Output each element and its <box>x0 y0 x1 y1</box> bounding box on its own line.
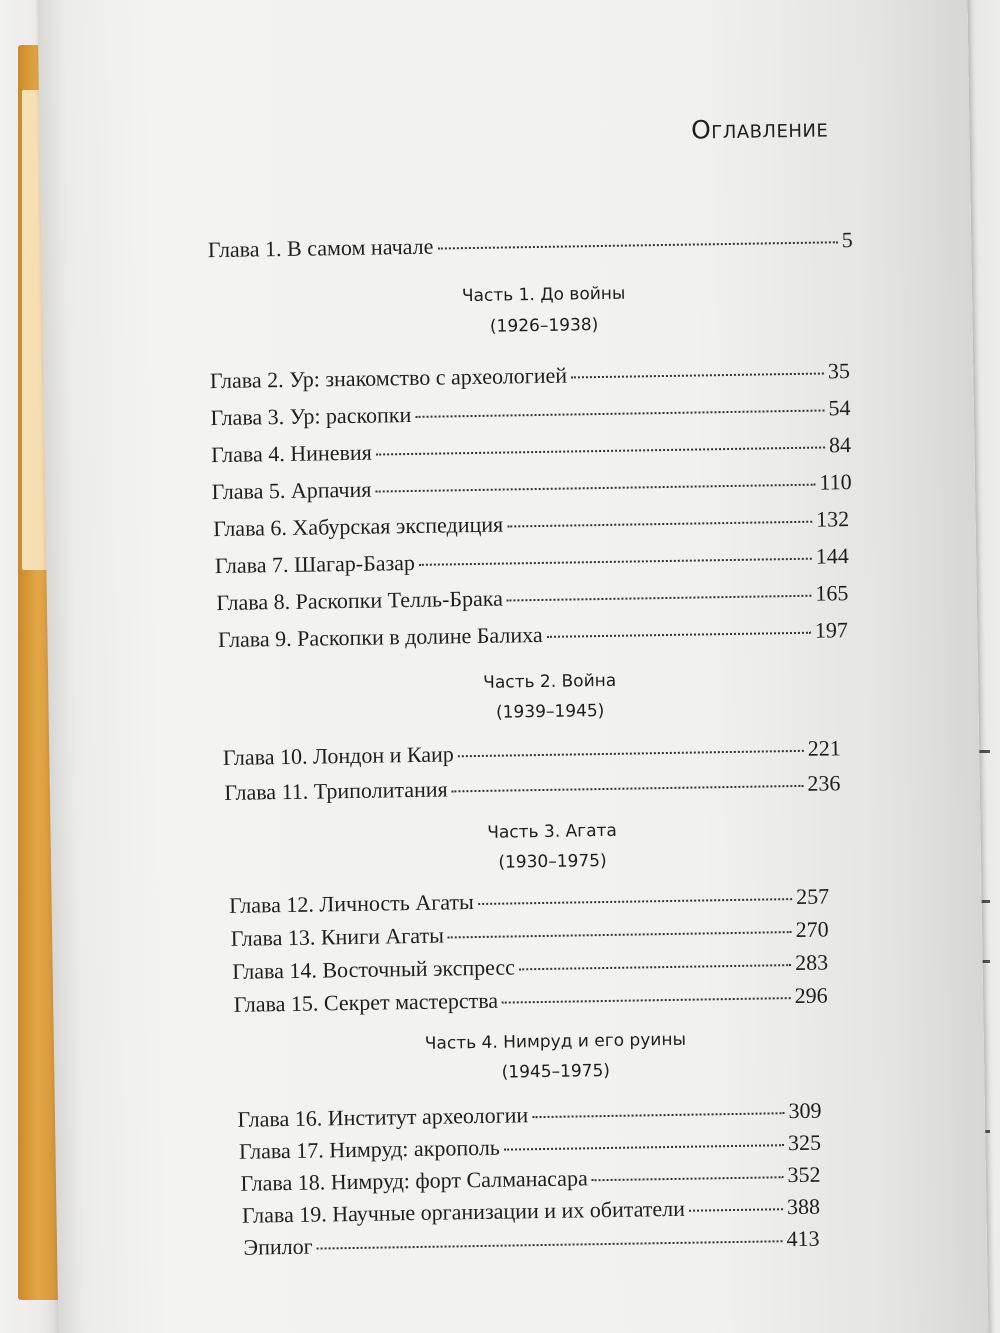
part-1-years: (1926–1938) <box>489 315 599 337</box>
toc-entry-chapter-8 <box>216 580 848 616</box>
entry-label: Глава 17. Нимруд: акрополь <box>238 1134 501 1164</box>
entry-page: 197 <box>814 617 849 643</box>
entry-label: Глава 4. Ниневия <box>210 439 372 468</box>
toc-entry-chapter-9 <box>218 617 848 653</box>
part-2-title: Часть 2. Война <box>483 670 617 693</box>
toc-entry-chapter-13 <box>231 916 829 951</box>
dot-leader <box>532 1112 784 1118</box>
entry-page: 388 <box>786 1193 821 1220</box>
toc-title: Оглавление <box>690 113 829 145</box>
entry-label: Глава 14. Восточный экспресс <box>232 954 516 984</box>
dot-leader <box>448 931 792 938</box>
toc-entry-chapter-16 <box>237 1098 821 1133</box>
entry-label: Глава 11. Триполитания <box>224 776 448 805</box>
part-3-title: Часть 3. Агата <box>487 820 618 843</box>
dot-leader <box>317 1240 783 1249</box>
entry-label: Глава 6. Хабурская экспедиция <box>213 511 504 542</box>
entry-label: Глава 9. Раскопки в долине Балиха <box>217 621 543 653</box>
entry-page: 144 <box>815 543 849 569</box>
toc-entry-chapter-10 <box>223 735 841 771</box>
entry-page: 352 <box>787 1161 821 1188</box>
dot-leader <box>419 558 812 566</box>
entry-label: Глава 7. Шагар-Базар <box>214 549 416 579</box>
toc-entry-chapter-7 <box>215 543 849 579</box>
entry-label: Глава 16. Институт археологии <box>237 1102 529 1132</box>
toc-entry-chapter-17 <box>239 1130 821 1165</box>
entry-label: Глава 3. Ур: раскопки <box>210 401 412 431</box>
toc-entry-chapter-6 <box>213 506 849 542</box>
entry-label: Глава 18. Нимруд: форт Салманасара <box>240 1165 588 1196</box>
entry-page: 413 <box>786 1225 820 1252</box>
toc-entry-chapter-14 <box>232 950 828 985</box>
dot-leader <box>519 964 791 970</box>
entry-page: 35 <box>827 358 851 384</box>
entry-page: 309 <box>788 1097 822 1124</box>
entry-page: 84 <box>828 432 852 458</box>
entry-page: 283 <box>794 949 829 976</box>
entry-label: Глава 2. Ур: знакомство с археологией <box>209 362 568 394</box>
dot-leader <box>375 484 815 493</box>
toc-entry-chapter-15 <box>234 983 828 1018</box>
dot-leader <box>507 595 812 602</box>
toc-entry-chapter-1 <box>208 227 853 263</box>
dot-leader <box>547 632 811 638</box>
entry-label: Глава 8. Раскопки Телль-Брака <box>216 585 504 616</box>
entry-label: Эпилог <box>243 1233 313 1260</box>
entry-page: 296 <box>794 982 828 1009</box>
entry-page: 257 <box>795 883 830 909</box>
entry-page: 132 <box>815 506 850 532</box>
toc-entry-chapter-11 <box>224 770 840 806</box>
entry-label: Глава 10. Лондон и Каир <box>222 741 455 770</box>
entry-page: 221 <box>807 735 841 761</box>
toc-entry-epilogue <box>243 1226 819 1261</box>
dot-leader <box>458 750 804 757</box>
toc-entry-chapter-2 <box>210 358 850 394</box>
toc-entry-chapter-19 <box>242 1194 820 1229</box>
entry-page: 270 <box>795 916 829 943</box>
dot-leader <box>478 898 792 905</box>
entry-label: Глава 12. Личность Агаты <box>228 889 475 918</box>
toc-entry-chapter-3 <box>210 395 850 431</box>
entry-page: 165 <box>815 580 849 606</box>
entry-label: Глава 13. Книги Агаты <box>230 922 445 951</box>
dot-leader <box>571 373 824 379</box>
entry-label: Глава 19. Научные организации и их обитатели <box>241 1195 686 1228</box>
toc-entry-chapter-5 <box>211 469 851 505</box>
dot-leader <box>689 1208 783 1211</box>
toc-entry-chapter-4 <box>211 432 851 468</box>
dot-leader <box>452 785 804 793</box>
dot-leader <box>415 409 824 417</box>
entry-page: 110 <box>819 469 852 495</box>
entry-page: 54 <box>828 395 851 421</box>
part-2-years: (1939–1945) <box>495 700 605 723</box>
dot-leader <box>502 997 791 1004</box>
entry-page: 236 <box>807 770 841 796</box>
part-4-title: Часть 4. Нимруд и его руины <box>424 1029 687 1054</box>
entry-label: Глава 1. В самом начале <box>207 233 434 263</box>
part-4-years: (1945–1975) <box>501 1060 611 1083</box>
entry-label: Глава 5. Арпачия <box>211 476 372 505</box>
entry-page: 5 <box>841 227 854 253</box>
dot-leader <box>504 1144 784 1150</box>
entry-label: Глава 15. Секрет мастерства <box>233 987 499 1017</box>
dot-leader <box>437 241 837 249</box>
toc-entry-chapter-12 <box>229 883 829 918</box>
part-1-title: Часть 1. До войны <box>461 283 626 307</box>
part-3-years: (1930–1975) <box>498 850 607 873</box>
entry-page: 325 <box>787 1129 822 1156</box>
toc-entry-chapter-18 <box>240 1162 820 1197</box>
dot-leader <box>376 446 825 455</box>
dot-leader <box>507 521 812 528</box>
dot-leader <box>592 1176 784 1181</box>
